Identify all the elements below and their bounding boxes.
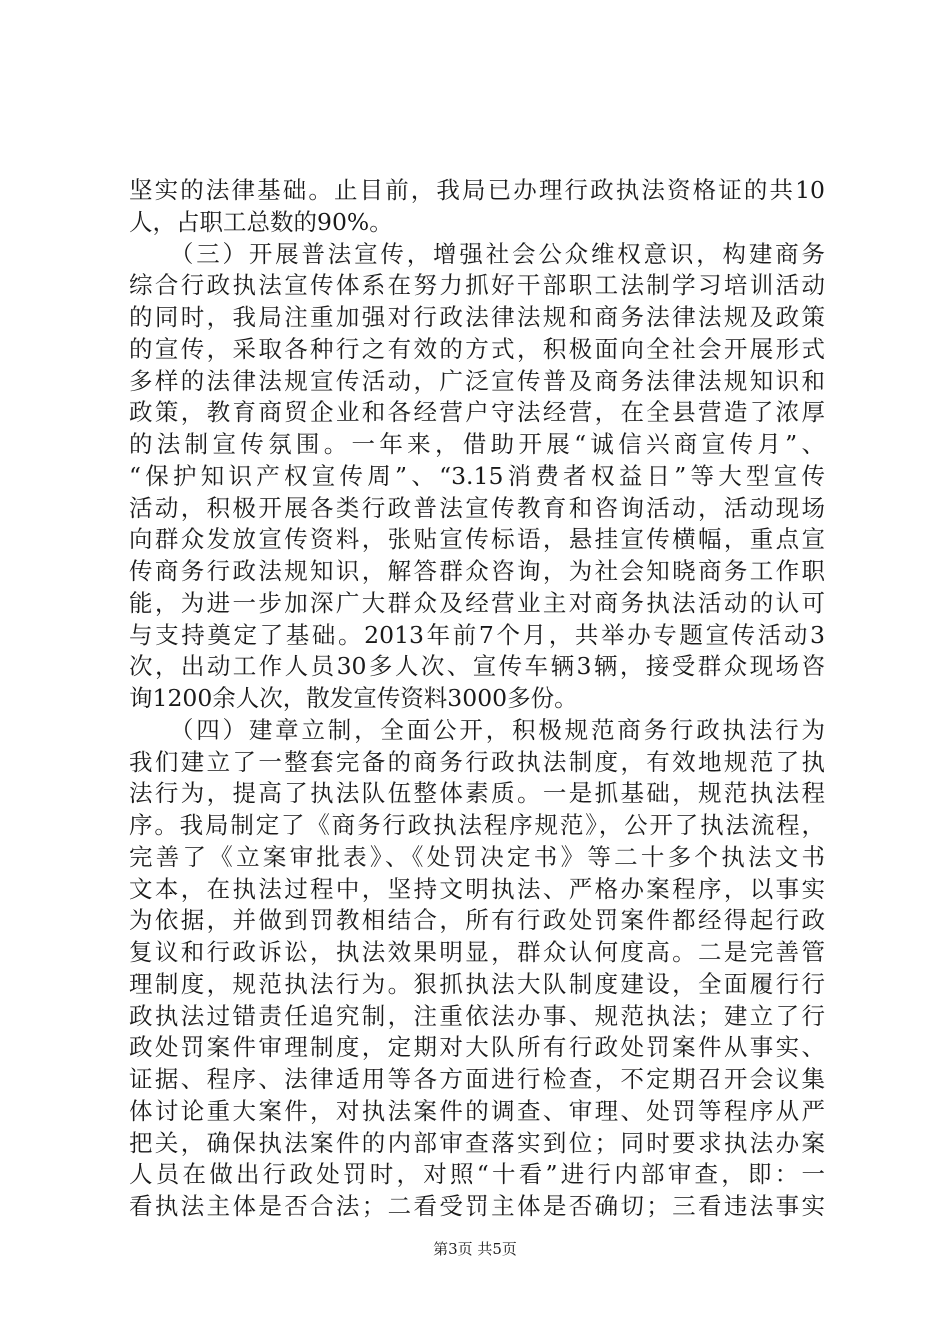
text-line: 综合行政执法宣传体系在努力抓好干部职工法制学习培训活动: [129, 271, 825, 300]
text-line: （四）建章立制，全面公开，积极规范商务行政执法行为: [129, 715, 825, 744]
text-line: 为依据，并做到罚教相结合，所有行政处罚案件都经得起行政: [129, 906, 825, 935]
text-line: 的法制宣传氛围。一年来，借助开展“诚信兴商宣传月”、: [129, 430, 825, 458]
text-line: 证据、程序、法律适用等各方面进行检查，不定期召开会议集: [129, 1065, 825, 1093]
text-line: 理制度，规范执法行为。狠抓执法大队制度建设，全面履行行: [129, 969, 825, 998]
text-line: 与支持奠定了基础。2013年前7个月，共举办专题宣传活动3: [129, 620, 825, 649]
text-line: 序。我局制定了《商务行政执法程序规范》，公开了执法流程，: [129, 811, 825, 839]
text-line: 传商务行政法规知识，解答群众咨询，为社会知晓商务工作职: [129, 557, 825, 585]
body-text: [129, 175, 825, 1223]
text-line: 把关，确保执法案件的内部审查落实到位；同时要求执法办案: [129, 1128, 825, 1157]
text-line: 能，为进一步加深广大群众及经营业主对商务执法活动的认可: [129, 588, 825, 617]
text-line: 的宣传，采取各种行之有效的方式，积极面向全社会开展形式: [129, 334, 825, 363]
text-line: 人，占职工总数的90%。: [129, 207, 393, 236]
text-line: 政处罚案件审理制度，定期对大队所有行政处罚案件从事实、: [129, 1033, 825, 1062]
text-line: 体讨论重大案件，对执法案件的调查、审理、处罚等程序从严: [129, 1096, 825, 1125]
text-line: 坚实的法律基础。止目前，我局已办理行政执法资格证的共10: [129, 176, 825, 204]
text-line: 法行为，提高了执法队伍整体素质。一是抓基础，规范执法程: [129, 779, 825, 808]
text-line: “保护知识产权宣传周”、“3.15消费者权益日”等大型宣传: [129, 461, 825, 490]
text-line: 次，出动工作人员30多人次、宣传车辆3辆，接受群众现场咨: [129, 652, 825, 681]
text-line: 看执法主体是否合法；二看受罚主体是否确切；三看违法事实: [129, 1192, 825, 1220]
text-line: 政策，教育商贸企业和各经营户守法经营，在全县营造了浓厚: [129, 398, 825, 427]
text-line: 多样的法律法规宣传活动，广泛宣传普及商务法律法规知识和: [129, 366, 825, 395]
text-line: 政执法过错责任追究制，注重依法办事、规范执法；建立了行: [129, 1001, 825, 1030]
text-line: 文本，在执法过程中，坚持文明执法、严格办案程序，以事实: [129, 874, 825, 903]
text-line: （三）开展普法宣传，增强社会公众维权意识，构建商务: [129, 239, 825, 268]
text-line: 询1200余人次，散发宣传资料3000多份。: [129, 684, 578, 712]
text-line: 的同时，我局注重加强对行政法律法规和商务法律法规及政策: [129, 303, 825, 331]
text-line: 完善了《立案审批表》、《处罚决定书》等二十多个执法文书: [129, 842, 825, 871]
text-line: 我们建立了一整套完备的商务行政执法制度，有效地规范了执: [129, 747, 825, 776]
text-line: 复议和行政诉讼，执法效果明显，群众认何度高。二是完善管: [129, 938, 825, 966]
page-footer: 第3页 共5页: [433, 1240, 517, 1258]
text-line: 活动，积极开展各类行政普法宣传教育和咨询活动，活动现场: [129, 493, 825, 522]
text-line: 向群众发放宣传资料，张贴宣传标语，悬挂宣传横幅，重点宣: [129, 525, 825, 554]
text-line: 人员在做出行政处罚时，对照“十看”进行内部审查，即：一: [129, 1160, 825, 1189]
